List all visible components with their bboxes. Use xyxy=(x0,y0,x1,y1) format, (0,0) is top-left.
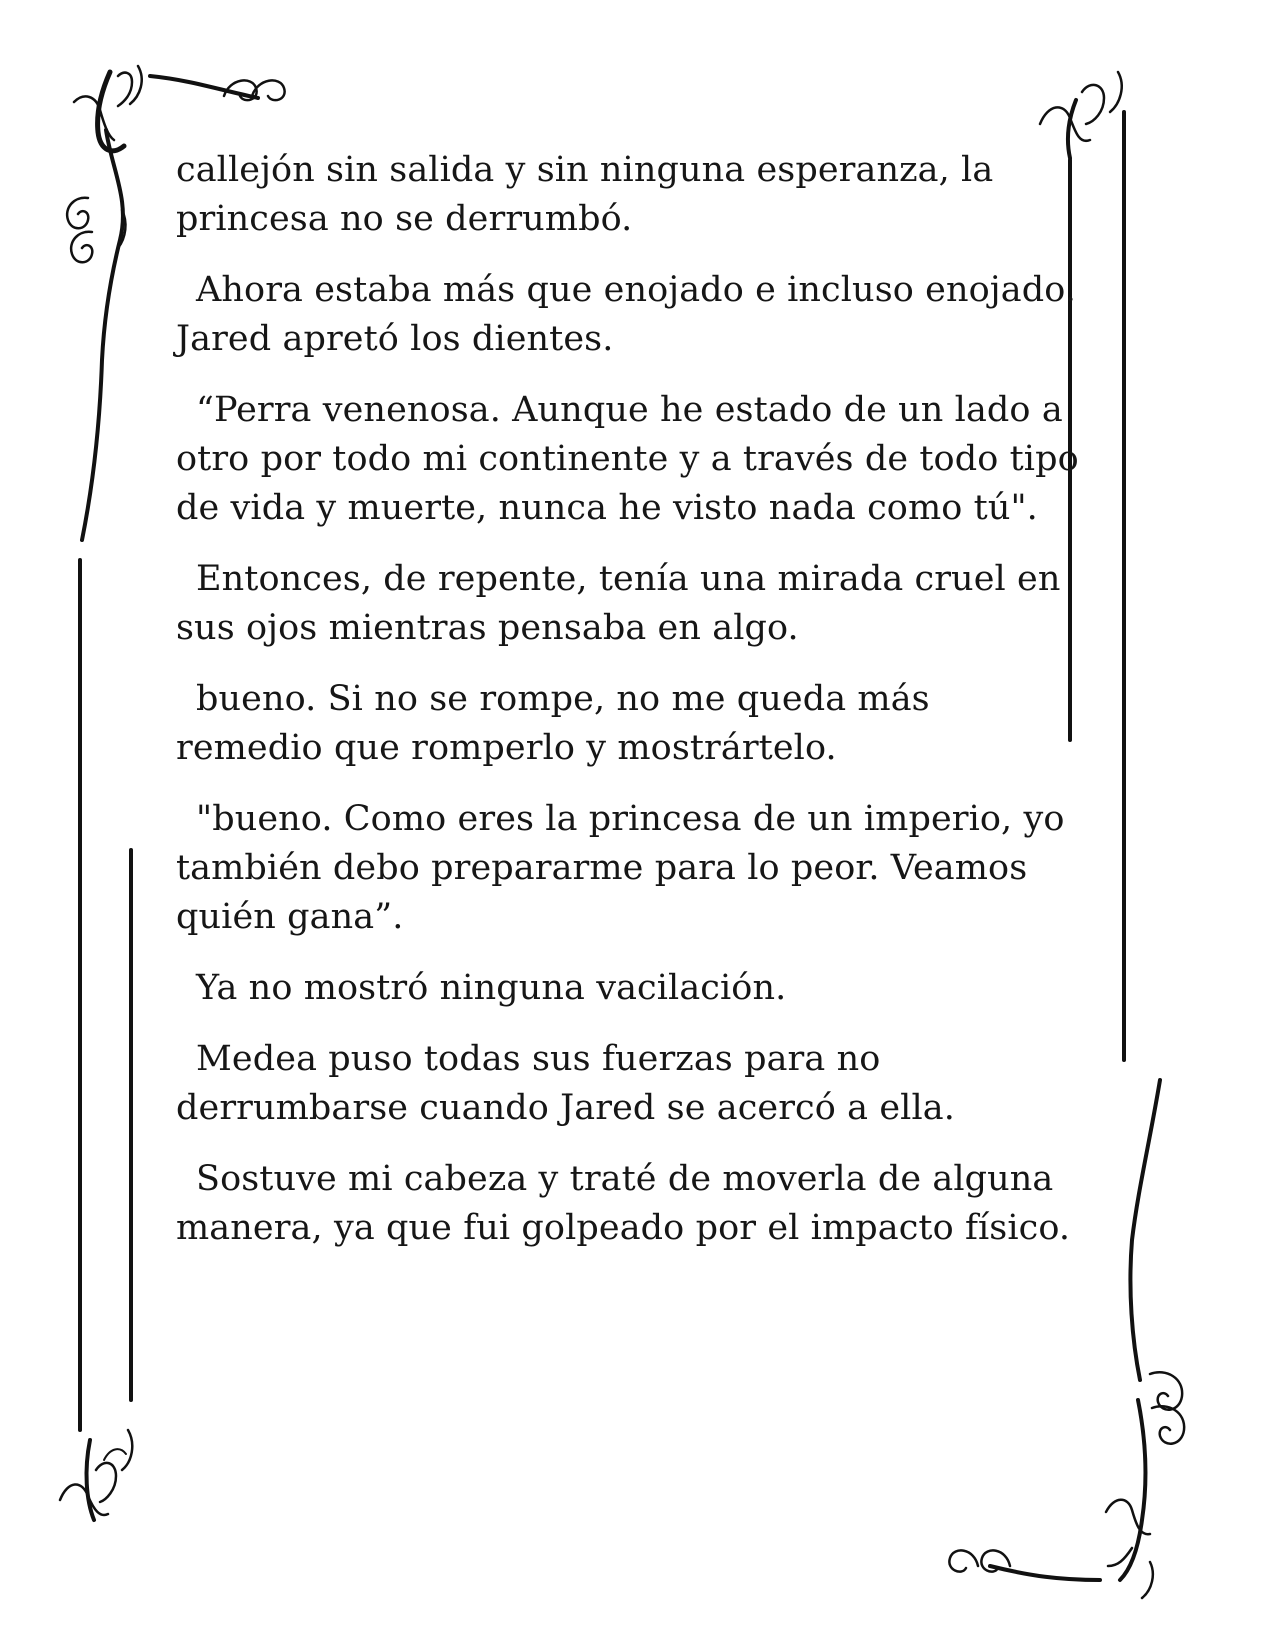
page-body xyxy=(176,146,1081,1275)
paragraph-2: Ahora estaba más que enojado e incluso enojado. Jared apretó los dientes. xyxy=(176,270,1076,359)
paragraph-4: Entonces, de repente, tenía una mirada cruel en sus ojos mientras pensaba en algo. xyxy=(176,559,1061,648)
paragraph-5: bueno. Si no se rompe, no me queda más remedio que romperlo y mostrártelo. xyxy=(176,679,930,768)
paragraph-7: Ya no mostró ninguna vacilación. xyxy=(196,968,787,1008)
paragraph-1: callejón sin salida y sin ninguna esperanza, la princesa no se derrumbó. xyxy=(176,150,994,239)
bottom-left-flourish xyxy=(60,1430,132,1520)
paragraph-9: Sostuve mi cabeza y traté de moverla de alguna manera, ya que fui golpeado por el impacto físico. xyxy=(176,1159,1071,1248)
paragraph-8: Medea puso todas sus fuerzas para no derrumbarse cuando Jared se acercó a ella. xyxy=(176,1039,955,1128)
paragraph-6: "bueno. Como eres la princesa de un imperio, yo también debo prepararme para lo peor. Veamos quién gana”. xyxy=(176,799,1065,937)
paragraph-3: “Perra venenosa. Aunque he estado de un lado a otro por todo mi continente y a través de todo tipo de vida y muerte, nunca he visto nada como tú". xyxy=(176,390,1079,528)
